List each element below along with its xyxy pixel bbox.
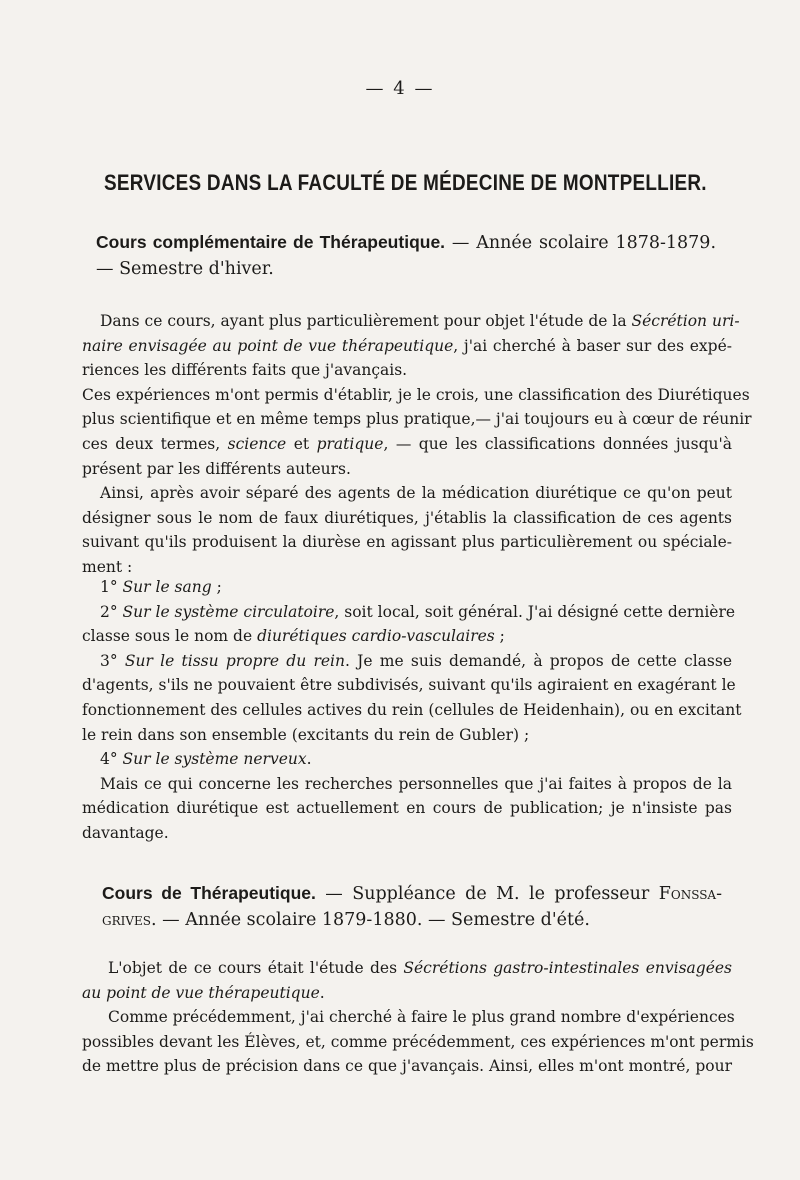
list-item: 4° Sur le système nerveux.: [100, 750, 312, 769]
diuretic-classification-list: 1° Sur le sang ; 2° Sur le système circulatoire, soit local, soit général. J'ai désigné cette dernière classe sous le nom de diurétiques cardio-vasculaires ; 3° Sur le tissu propre du rein. Je me suis demandé, à propos de cette classe d'agents, s'ils ne pouvaient être subdivisés, suivant qu'ils agiraient en exagérant le fonctionnement des cellules actives du rein (cellules de Heidenhain), ou en excitant le rein dans son ensemble (excitants du rein de Gubler) ; 4° Sur le système nerveux. Mais ce qui concerne les recherches personnelles que j'ai faites à propos de la médication diurétique est actuellement en cours de publication; je n'insiste pas davantage.: [82, 575, 732, 846]
list-item: 1° Sur le sang ;: [100, 578, 222, 596]
section2-title-bold: Cours de Thérapeutique.: [102, 883, 316, 903]
section1-body: Dans ce cours, ayant plus particulièrement pour objet l'étude de la Sécrétion uri- naire envisagée au point de vue thérapeutique, j'ai cherché à baser sur des expé- riences les différents faits que j'avançais. Ces expériences m'ont permis d'établir, je le crois, une classification des Diurétiques plus scientifique et en même temps plus pratique,— j'ai toujours eu à cœur de réunir ces deux termes, science et pratique, — que les classifications données jusqu'à présent par les différents auteurs. Ainsi, après avoir séparé des agents de la médication diurétique ce qu'on peut désigner sous le nom de faux diurétiques, j'établis la classification de ces agents suivant qu'ils produisent la diurèse en agissant plus particulièrement ou spéciale- ment :: [82, 312, 752, 576]
section1-title-line2: — Semestre d'hiver.: [96, 259, 274, 279]
page-heading: SERVICES DANS LA FACULTÉ DE MÉDECINE DE MONTPELLIER.: [104, 170, 707, 195]
section1-title-rest: — Année scolaire 1878-1879.: [445, 233, 717, 253]
section1-title: [96, 229, 716, 282]
section2-body: L'objet de ce cours était l'étude des Sécrétions gastro-intestinales envisagées au point de vue thérapeutique. Comme précédemment, j'ai cherché à faire le plus grand nombre d'expériences possibles devant les Élèves, et, comme précédemment, ces expériences m'ont permis de mettre plus de précision dans ce que j'avançais. Ainsi, elles m'ont montré, pour: [82, 959, 754, 1076]
section2-title: Cours de Thérapeutique. — Suppléance de M. le professeur Fonssa- grives. — Année scolaire 1879-1880. — Semestre d'été.: [102, 883, 723, 930]
section1-title-bold: Cours complémentaire de Thérapeutique.: [96, 232, 446, 252]
list-item: 3° Sur le tissu propre du rein. Je me suis demandé, à propos de cette classe: [100, 651, 732, 670]
list-item: 2° Sur le système circulatoire, soit local, soit général. J'ai désigné cette dernière: [100, 602, 736, 621]
page-number: — 4 —: [365, 78, 435, 99]
